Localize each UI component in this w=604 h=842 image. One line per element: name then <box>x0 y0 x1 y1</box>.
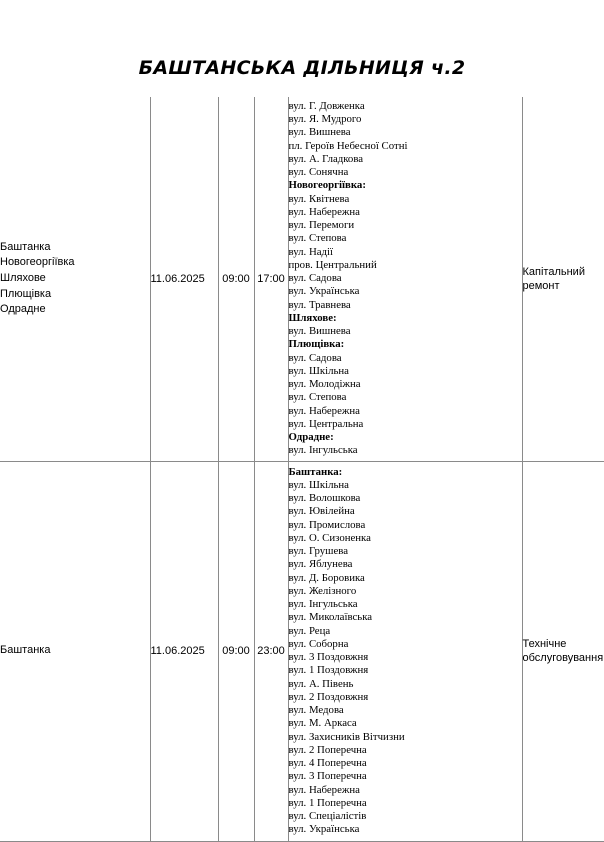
settlement-name: Одрадне <box>0 302 150 318</box>
date-cell: 11.06.2025 <box>150 461 218 841</box>
work-type-text: ремонт <box>523 279 604 293</box>
street-item: вул. Шкільна <box>289 365 522 378</box>
street-item: вул. 4 Поперечна <box>289 757 522 770</box>
street-item: вул. 1 Поздовжня <box>289 664 522 677</box>
end-time-cell: 23:00 <box>254 461 288 841</box>
street-item: вул. Яблунева <box>289 558 522 571</box>
street-item: вул. Г. Довженка <box>289 100 522 113</box>
date-cell: 11.06.2025 <box>150 97 218 461</box>
street-item: вул. Молодіжна <box>289 378 522 391</box>
street-item: вул. Грушева <box>289 545 522 558</box>
street-item: вул. Захисників Вітчизни <box>289 731 522 744</box>
street-item: пров. Центральний <box>289 259 522 272</box>
start-time-cell: 09:00 <box>218 461 254 841</box>
street-item: вул. 2 Поздовжня <box>289 691 522 704</box>
start-time-cell: 09:00 <box>218 97 254 461</box>
street-item: вул. Травнева <box>289 299 522 312</box>
end-time-cell: 17:00 <box>254 97 288 461</box>
settlement-heading: Новогеоргіївка: <box>289 179 522 192</box>
table-row <box>0 461 604 841</box>
street-item: вул. Медова <box>289 704 522 717</box>
street-item: вул. Набережна <box>289 784 522 797</box>
settlements-cell <box>0 461 150 841</box>
street-item: пл. Героїв Небесної Сотні <box>289 140 522 153</box>
street-item: вул. 1 Поперечна <box>289 797 522 810</box>
street-item: вул. Садова <box>289 272 522 285</box>
work-type-text: Технічне <box>523 637 604 651</box>
street-item: вул. Вишнева <box>289 325 522 338</box>
outage-schedule-table <box>0 97 604 842</box>
street-item: вул. 2 Поперечна <box>289 744 522 757</box>
street-item: вул. Степова <box>289 391 522 404</box>
street-item: вул. Волошкова <box>289 492 522 505</box>
street-item: вул. А. Півень <box>289 678 522 691</box>
street-item: вул. 3 Поздовжня <box>289 651 522 664</box>
settlement-heading: Баштанка: <box>289 466 522 479</box>
street-item: вул. Інгульська <box>289 444 522 457</box>
work-type-text: Капітальний <box>523 265 604 279</box>
table-row <box>0 97 604 461</box>
settlement-heading: Плющівка: <box>289 338 522 351</box>
street-item: вул. Промислова <box>289 519 522 532</box>
street-item: вул. Сонячна <box>289 166 522 179</box>
street-item: вул. 3 Поперечна <box>289 770 522 783</box>
work-type-cell <box>522 97 604 461</box>
street-item: вул. Я. Мудрого <box>289 113 522 126</box>
street-item: вул. Соборна <box>289 638 522 651</box>
settlement-name: Шляхове <box>0 271 150 287</box>
street-item: вул. Ювілейна <box>289 505 522 518</box>
settlement-heading: Шляхове: <box>289 312 522 325</box>
page-title: БАШТАНСЬКА ДІЛЬНИЦЯ ч.2 <box>0 57 604 79</box>
street-item: вул. Садова <box>289 352 522 365</box>
street-item: вул. Миколаївська <box>289 611 522 624</box>
settlement-name: Новогеоргіївка <box>0 255 150 271</box>
street-item: вул. Д. Боровика <box>289 572 522 585</box>
settlement-name: Баштанка <box>0 240 150 256</box>
streets-cell <box>288 97 522 461</box>
street-item: вул. Набережна <box>289 206 522 219</box>
settlement-heading: Одрадне: <box>289 431 522 444</box>
street-item: вул. Набережна <box>289 405 522 418</box>
streets-cell <box>288 461 522 841</box>
work-type-cell <box>522 461 604 841</box>
settlement-name: Баштанка <box>0 643 150 659</box>
street-item: вул. А. Гладкова <box>289 153 522 166</box>
street-item: вул. Вишнева <box>289 126 522 139</box>
street-item: вул. М. Аркаса <box>289 717 522 730</box>
street-item: вул. Реца <box>289 625 522 638</box>
settlements-cell <box>0 97 150 461</box>
street-item: вул. Спеціалістів <box>289 810 522 823</box>
street-item: вул. Желізного <box>289 585 522 598</box>
street-item: вул. Перемоги <box>289 219 522 232</box>
street-item: вул. Українська <box>289 285 522 298</box>
street-item: вул. Українська <box>289 823 522 836</box>
street-item: вул. О. Сизоненка <box>289 532 522 545</box>
street-item: вул. Шкільна <box>289 479 522 492</box>
street-item: вул. Степова <box>289 232 522 245</box>
street-item: вул. Квітнева <box>289 193 522 206</box>
street-item: вул. Центральна <box>289 418 522 431</box>
street-item: вул. Надії <box>289 246 522 259</box>
work-type-text: обслуговування <box>523 651 604 665</box>
street-item: вул. Інгульська <box>289 598 522 611</box>
settlement-name: Плющівка <box>0 287 150 303</box>
